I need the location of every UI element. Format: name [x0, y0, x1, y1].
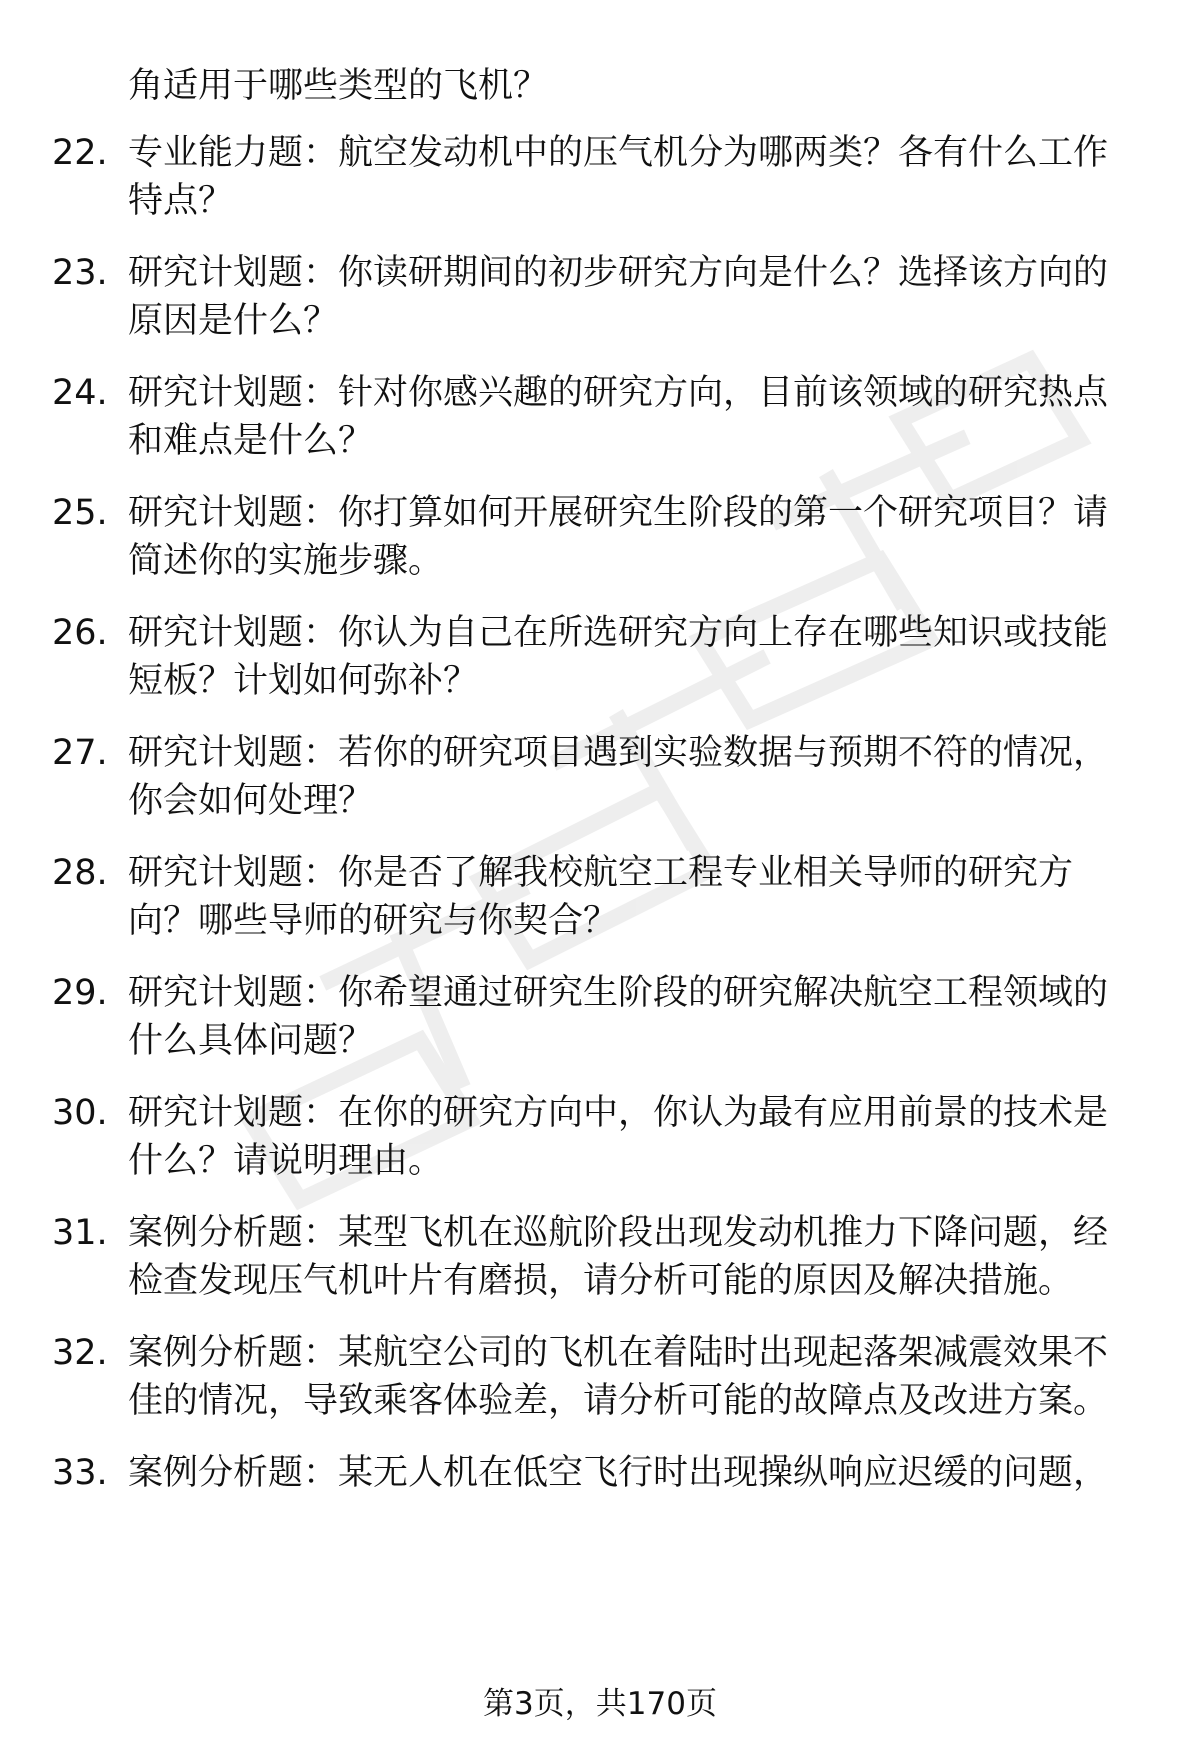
question-text-line: 向？哪些导师的研究与你契合？ [128, 901, 619, 941]
question-text-line: 研究计划题：你认为自己在所选研究方向上存在哪些知识或技能 [128, 613, 1109, 653]
question-text [128, 969, 1148, 1065]
question-text [128, 1449, 1148, 1497]
question-text-line: 研究计划题：你是否了解我校航空工程专业相关导师的研究方 [128, 853, 1074, 893]
question-text-line: 案例分析题：某航空公司的飞机在着陆时出现起落架减震效果不 [128, 1333, 1109, 1373]
question-number: 30. [52, 1093, 108, 1133]
question-number: 23. [52, 253, 108, 293]
question-number: 25. [52, 493, 108, 533]
question-text-line: 研究计划题：你打算如何开展研究生阶段的第一个研究项目？请 [128, 493, 1109, 533]
question-number: 24. [52, 373, 108, 413]
question-text-line: 什么具体问题？ [128, 1021, 374, 1061]
question-text [128, 1329, 1148, 1425]
question-text-line: 检查发现压气机叶片有磨损，请分析可能的原因及解决措施。 [128, 1261, 1074, 1301]
question-text [128, 1089, 1148, 1185]
question-number: 28. [52, 853, 108, 893]
question-number: 29. [52, 973, 108, 1013]
question-number: 27. [52, 733, 108, 773]
question-text-line: 什么？请说明理由。 [128, 1141, 444, 1181]
page-footer: 第3页，共170页 [483, 1686, 717, 1722]
question-text [128, 489, 1148, 585]
question-text-line: 研究计划题：在你的研究方向中，你认为最有应用前景的技术是 [128, 1093, 1109, 1133]
question-text-line: 案例分析题：某型飞机在巡航阶段出现发动机推力下降问题，经 [128, 1213, 1109, 1253]
question-text [128, 129, 1148, 225]
question-text [128, 849, 1148, 945]
question-number: 32. [52, 1333, 108, 1373]
continued-question-text: 角适用于哪些类型的飞机？ [128, 66, 549, 106]
question-text-line: 研究计划题：若你的研究项目遇到实验数据与预期不符的情况， [128, 733, 1109, 773]
question-number: 26. [52, 613, 108, 653]
question-text [128, 609, 1148, 705]
question-text-line: 研究计划题：针对你感兴趣的研究方向，目前该领域的研究热点 [128, 373, 1109, 413]
question-number: 31. [52, 1213, 108, 1253]
question-text [128, 249, 1148, 345]
question-text-line: 和难点是什么？ [128, 421, 374, 461]
question-text [128, 369, 1148, 465]
question-text-line: 研究计划题：你读研期间的初步研究方向是什么？选择该方向的 [128, 253, 1109, 293]
question-number: 22. [52, 133, 108, 173]
question-text-line: 短板？计划如何弥补？ [128, 661, 479, 701]
question-text-line: 简述你的实施步骤。 [128, 541, 444, 581]
question-text-line: 特点？ [128, 181, 234, 221]
question-text-line: 研究计划题：你希望通过研究生阶段的研究解决航空工程领域的 [128, 973, 1109, 1013]
question-text-line: 你会如何处理？ [128, 781, 374, 821]
question-text [128, 729, 1148, 825]
question-text-line: 专业能力题：航空发动机中的压气机分为哪两类？各有什么工作 [128, 133, 1109, 173]
question-text-line: 佳的情况，导致乘客体验差，请分析可能的故障点及改进方案。 [128, 1381, 1109, 1421]
question-text-line: 原因是什么？ [128, 301, 339, 341]
question-number: 33. [52, 1453, 108, 1493]
question-text-line: 案例分析题：某无人机在低空飞行时出现操纵响应迟缓的问题， [128, 1453, 1109, 1493]
question-text [128, 1209, 1148, 1305]
